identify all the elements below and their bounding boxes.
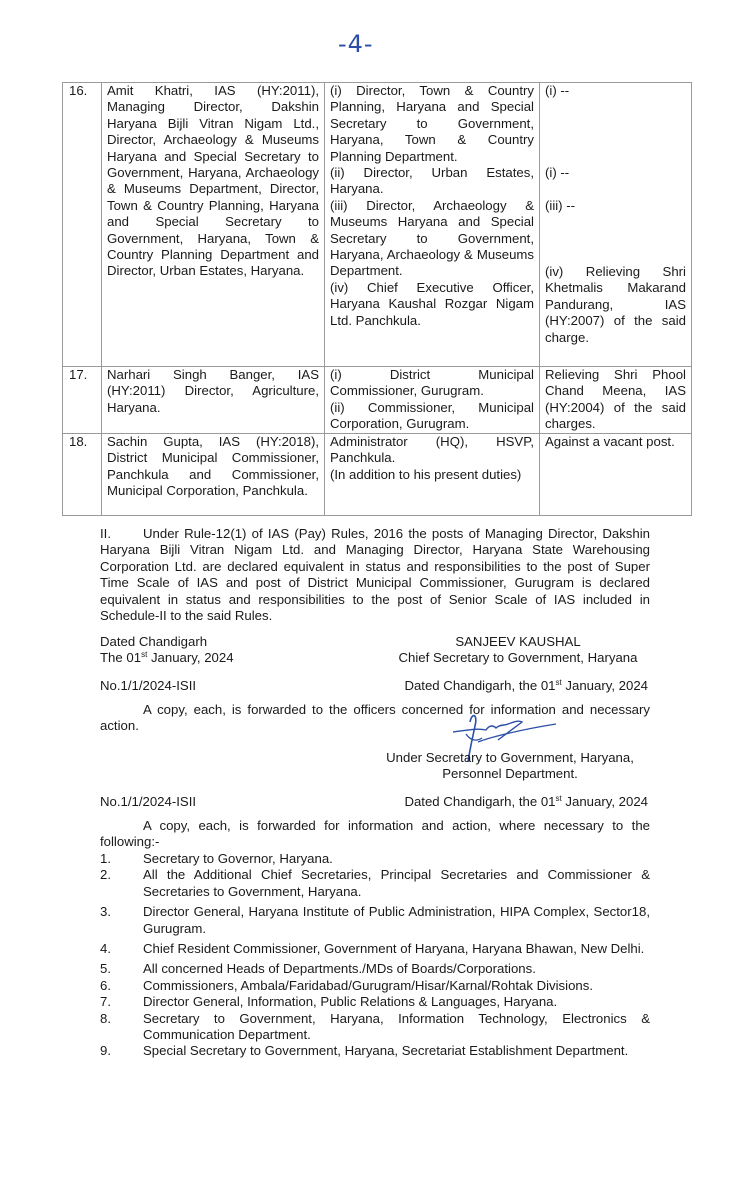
list-item: 3. Director General, Haryana Institute of Public Administration, HIPA Complex, Sector18, Gurugram. xyxy=(100,904,650,936)
posting-item: Administrator (HQ), HSVP, Panchkula. xyxy=(330,434,534,466)
endorsement-date: Dated Chandigarh, the 01st January, 2024 xyxy=(404,678,648,693)
officer-details: Sachin Gupta, IAS (HY:2018), District Municipal Commissioner, Panchkula and Commissioner, Municipal Corporation, Panchkula. xyxy=(102,434,325,516)
remark-item: Relieving Shri Phool Chand Meena, IAS (HY:2004) of the said charges. xyxy=(545,367,686,432)
endorsement-1-text: A copy, each, is forwarded to the officers concerned for information and necessary action. xyxy=(100,702,650,734)
signoff-date: The 01st January, 2024 xyxy=(100,650,234,666)
signatory xyxy=(388,634,648,667)
table-row xyxy=(63,83,692,367)
posting-item: (ii) Director, Urban Estates, Haryana. xyxy=(330,165,534,197)
posting-orders-table xyxy=(62,82,692,516)
section-label: II. xyxy=(100,526,111,541)
list-item: 8. Secretary to Government, Haryana, Information Technology, Electronics & Communication Department. xyxy=(100,1010,650,1043)
endorsement-1-header xyxy=(100,678,648,694)
posting-item: (In addition to his present duties) xyxy=(330,466,522,482)
signatory-line-1: Under Secretary to Government, Haryana, xyxy=(386,750,634,765)
serial-number: 17. xyxy=(63,367,102,434)
remark-item: (iv) Relieving Shri Khetmalis Makarand Pandurang, IAS (HY:2007) of the said charge. xyxy=(545,264,686,345)
new-postings xyxy=(325,367,540,434)
posting-item: (ii) Commissioner, Municipal Corporation, Gurugram. xyxy=(330,399,534,432)
signoff-place: Dated Chandigarh xyxy=(100,634,208,649)
endorsement-2-header xyxy=(100,794,648,810)
posting-item: (i) Director, Town & Country Planning, Haryana and Special Secretary to Government, Haryana, Town & Country Planning Department. xyxy=(330,83,534,164)
remark-item: (i) -- xyxy=(545,165,570,180)
list-item: 5. All concerned Heads of Departments./MDs of Boards/Corporations. xyxy=(100,961,536,977)
under-secretary-signatory xyxy=(360,750,660,783)
section-ii-paragraph xyxy=(100,526,650,624)
list-item: 9. Special Secretary to Government, Haryana, Secretariat Establishment Department. xyxy=(100,1043,629,1059)
table-row xyxy=(63,434,692,516)
section-text: Under Rule-12(1) of IAS (Pay) Rules, 2016 the posts of Managing Director, Dakshin Haryana Bijli Vitran Nigam Ltd. and Managing Director, Haryana State Warehousing Corporation Ltd. are declared equivalent in status and responsibilities to the post of Super Time Scale of IAS and post of District Municipal Commissioner, Gurugram is declared equivalent in status and responsibilities to the post of Senior Scale of IAS included in Schedule-II to the said Rules. xyxy=(100,526,650,624)
endorsement-date: Dated Chandigarh, the 01st January, 2024 xyxy=(404,794,648,809)
new-postings xyxy=(325,83,540,367)
endorsement-2-text: A copy, each, is forwarded for information and action, where necessary to the following:- xyxy=(100,818,650,850)
remark-item: Against a vacant post. xyxy=(545,434,675,449)
signatory-line-2: Personnel Department. xyxy=(442,766,578,782)
posting-item: (i) District Municipal Commissioner, Gurugram. xyxy=(330,367,534,399)
list-item: 6. Commissioners, Ambala/Faridabad/Gurugram/Hisar/Karnal/Rohtak Divisions. xyxy=(100,977,594,993)
posting-item: (iii) Director, Archaeology & Museums Haryana and Special Secretary to Government, Haryana, Archaeology & Museums Department. xyxy=(330,197,534,279)
posting-item: (iv) Chief Executive Officer, Haryana Kaushal Rozgar Nigam Ltd. Panchkula. xyxy=(330,279,534,328)
endorsement-number: No.1/1/2024-ISII xyxy=(100,678,197,693)
signatory-title: Chief Secretary to Government, Haryana xyxy=(398,650,638,666)
recipient-list xyxy=(100,851,650,1060)
remarks xyxy=(540,434,692,516)
list-item: 7. Director General, Information, Public Relations & Languages, Haryana. xyxy=(100,994,558,1010)
endorsement-number: No.1/1/2024-ISII xyxy=(100,794,197,809)
remark-item: (iii) -- xyxy=(545,198,576,213)
officer-details: Amit Khatri, IAS (HY:2011), Managing Director, Dakshin Haryana Bijli Vitran Nigam Ltd., Director, Archaeology & Museums Haryana and Special Secretary to Government, Haryana, Archaeology & Museums Department, Director, Town & Country Planning, Haryana and Special Secretary to Government, Haryana, Town & Country Planning Department and Director, Urban Estates, Haryana. xyxy=(102,83,325,367)
officer-details: Narhari Singh Banger, IAS (HY:2011) Director, Agriculture, Haryana. xyxy=(102,367,325,434)
remark-item: (i) -- xyxy=(545,83,570,98)
serial-number: 18. xyxy=(63,434,102,516)
list-item: 4. Chief Resident Commissioner, Government of Haryana, Haryana Bhawan, New Delhi. xyxy=(100,941,645,957)
signatory-name: SANJEEV KAUSHAL xyxy=(455,634,581,649)
page-number: -4- xyxy=(338,30,374,58)
table-row xyxy=(63,367,692,434)
remarks xyxy=(540,367,692,434)
list-item: 2. All the Additional Chief Secretaries, Principal Secretaries and Commissioner & Secretaries to Government, Haryana. xyxy=(100,867,650,899)
list-item: 1. Secretary to Governor, Haryana. xyxy=(100,851,333,866)
new-postings xyxy=(325,434,540,516)
signoff-place-date xyxy=(100,634,234,667)
serial-number: 16. xyxy=(63,83,102,367)
remarks xyxy=(540,83,692,367)
signoff-block xyxy=(100,634,648,667)
